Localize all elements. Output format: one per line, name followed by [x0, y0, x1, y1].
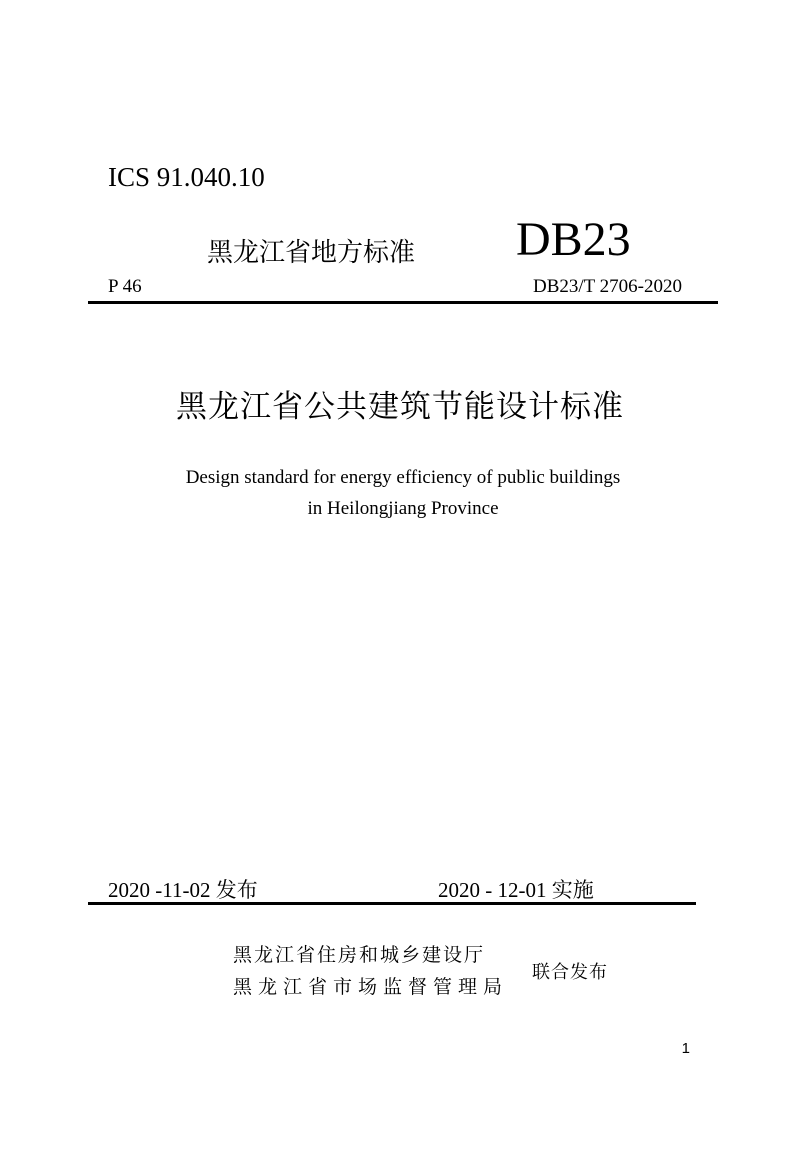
header-divider	[88, 301, 718, 304]
page-number: 1	[681, 1040, 690, 1057]
issuer-housing-dept: 黑龙江省住房和城乡建设厅	[233, 944, 486, 966]
title-english-line2: in Heilongjiang Province	[307, 498, 499, 519]
implement-date: 2020 - 12-01 实施	[438, 878, 594, 902]
standard-label: 黑龙江省地方标准	[207, 238, 416, 268]
db-code: DB23	[516, 213, 631, 266]
title-english-line1: Design standard for energy efficiency of public buildings	[185, 467, 621, 488]
ics-code: ICS 91.040.10	[108, 162, 265, 192]
title-chinese: 黑龙江省公共建筑节能设计标准	[176, 389, 624, 425]
footer-divider	[88, 902, 696, 905]
issuer-market-bureau: 黑龙江省市场监督管理局	[233, 976, 509, 998]
joint-release-label: 联合发布	[532, 962, 608, 983]
category-code: P 46	[108, 276, 142, 297]
publish-date: 2020 -11-02 发布	[108, 878, 258, 902]
standard-number: DB23/T 2706-2020	[532, 276, 682, 297]
